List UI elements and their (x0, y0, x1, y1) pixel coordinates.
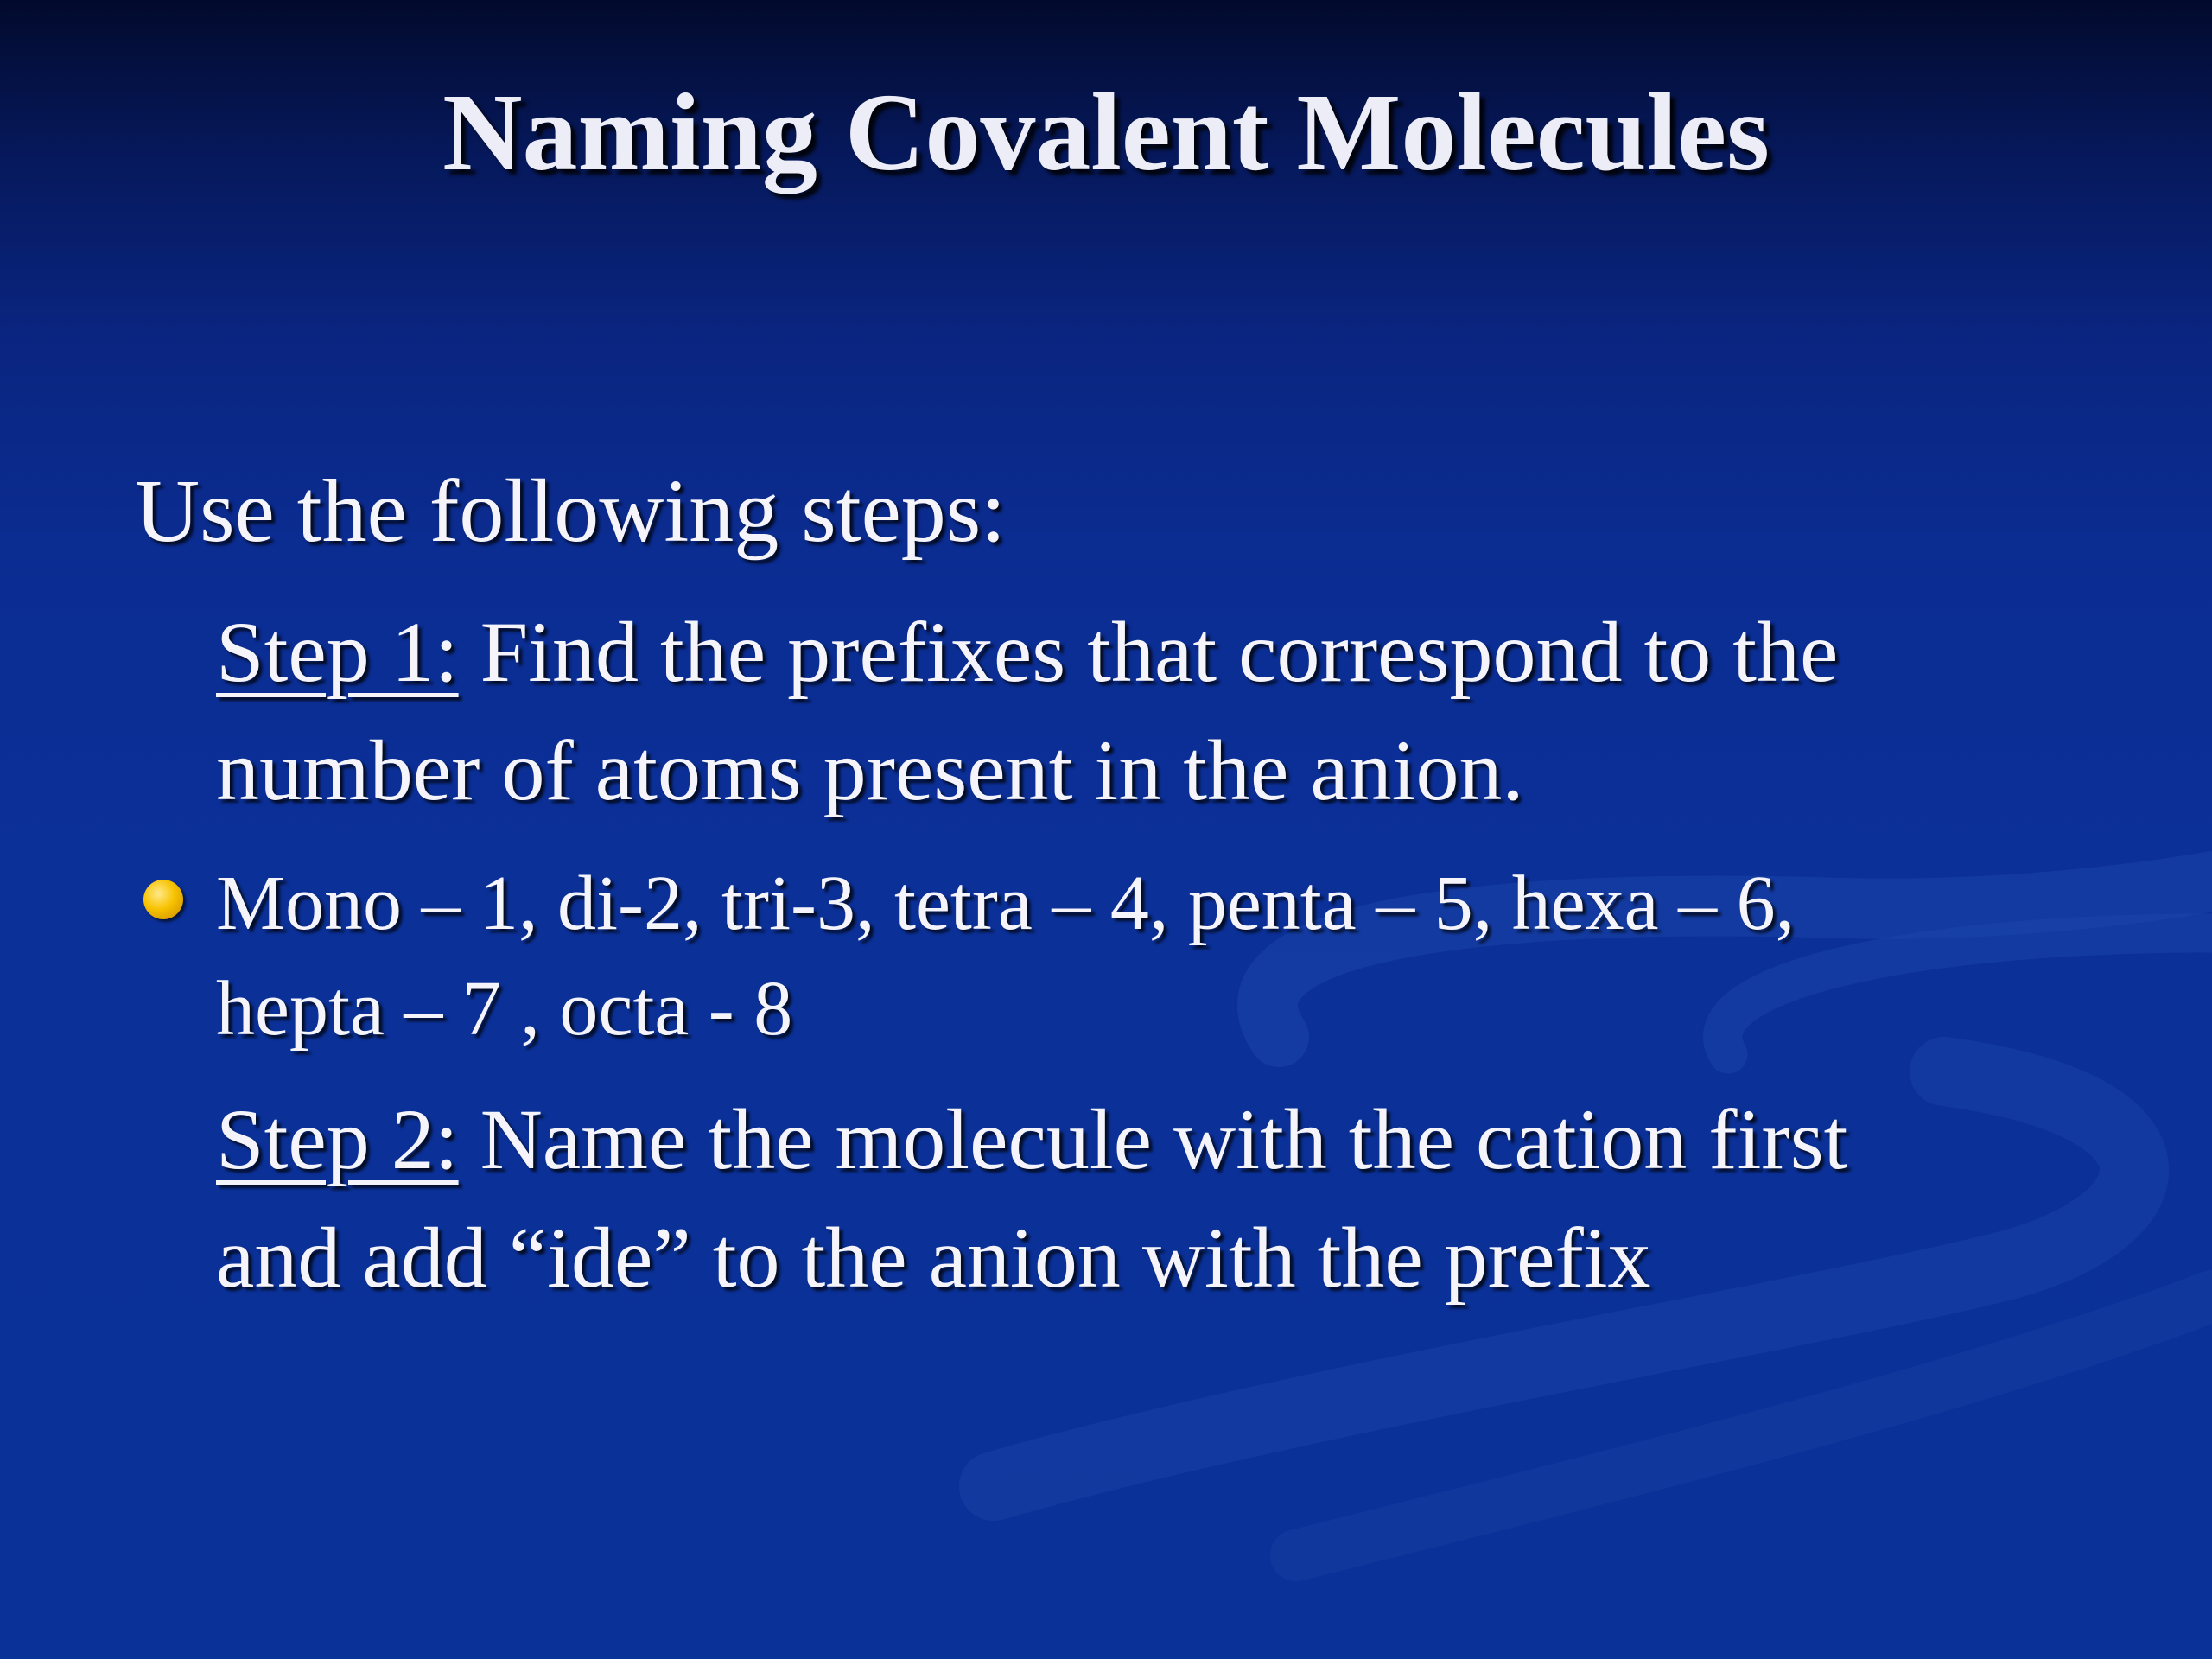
step-1-line-1 (216, 593, 1838, 711)
intro-text: Use the following steps: (135, 461, 1007, 561)
bullet-icon (143, 880, 183, 919)
step-2-label: Step 2: (216, 1091, 459, 1187)
step-2 (216, 1080, 1847, 1317)
step-1-text-line-2: number of atoms present in the anion. (216, 722, 1524, 818)
step-2-text-line-1: Name the molecule with the cation first (480, 1091, 1848, 1187)
prefix-list-line-2: hepta – 7 , octa - 8 (216, 966, 793, 1052)
step-1-text-line-1: Find the prefixes that correspond to the (480, 604, 1839, 700)
prefix-list-bullet (216, 851, 1795, 1062)
step-2-text-line-2: and add “ide” to the anion with the prefix (216, 1210, 1651, 1306)
step-1 (216, 593, 1838, 830)
step-1-label: Step 1: (216, 604, 459, 700)
prefix-list-line-1: Mono – 1, di-2, tri-3, tetra – 4, penta – 5, hexa – 6, (216, 861, 1796, 946)
slide-title: Naming Covalent Molecules (442, 71, 1770, 194)
step-2-line-1 (216, 1080, 1847, 1198)
